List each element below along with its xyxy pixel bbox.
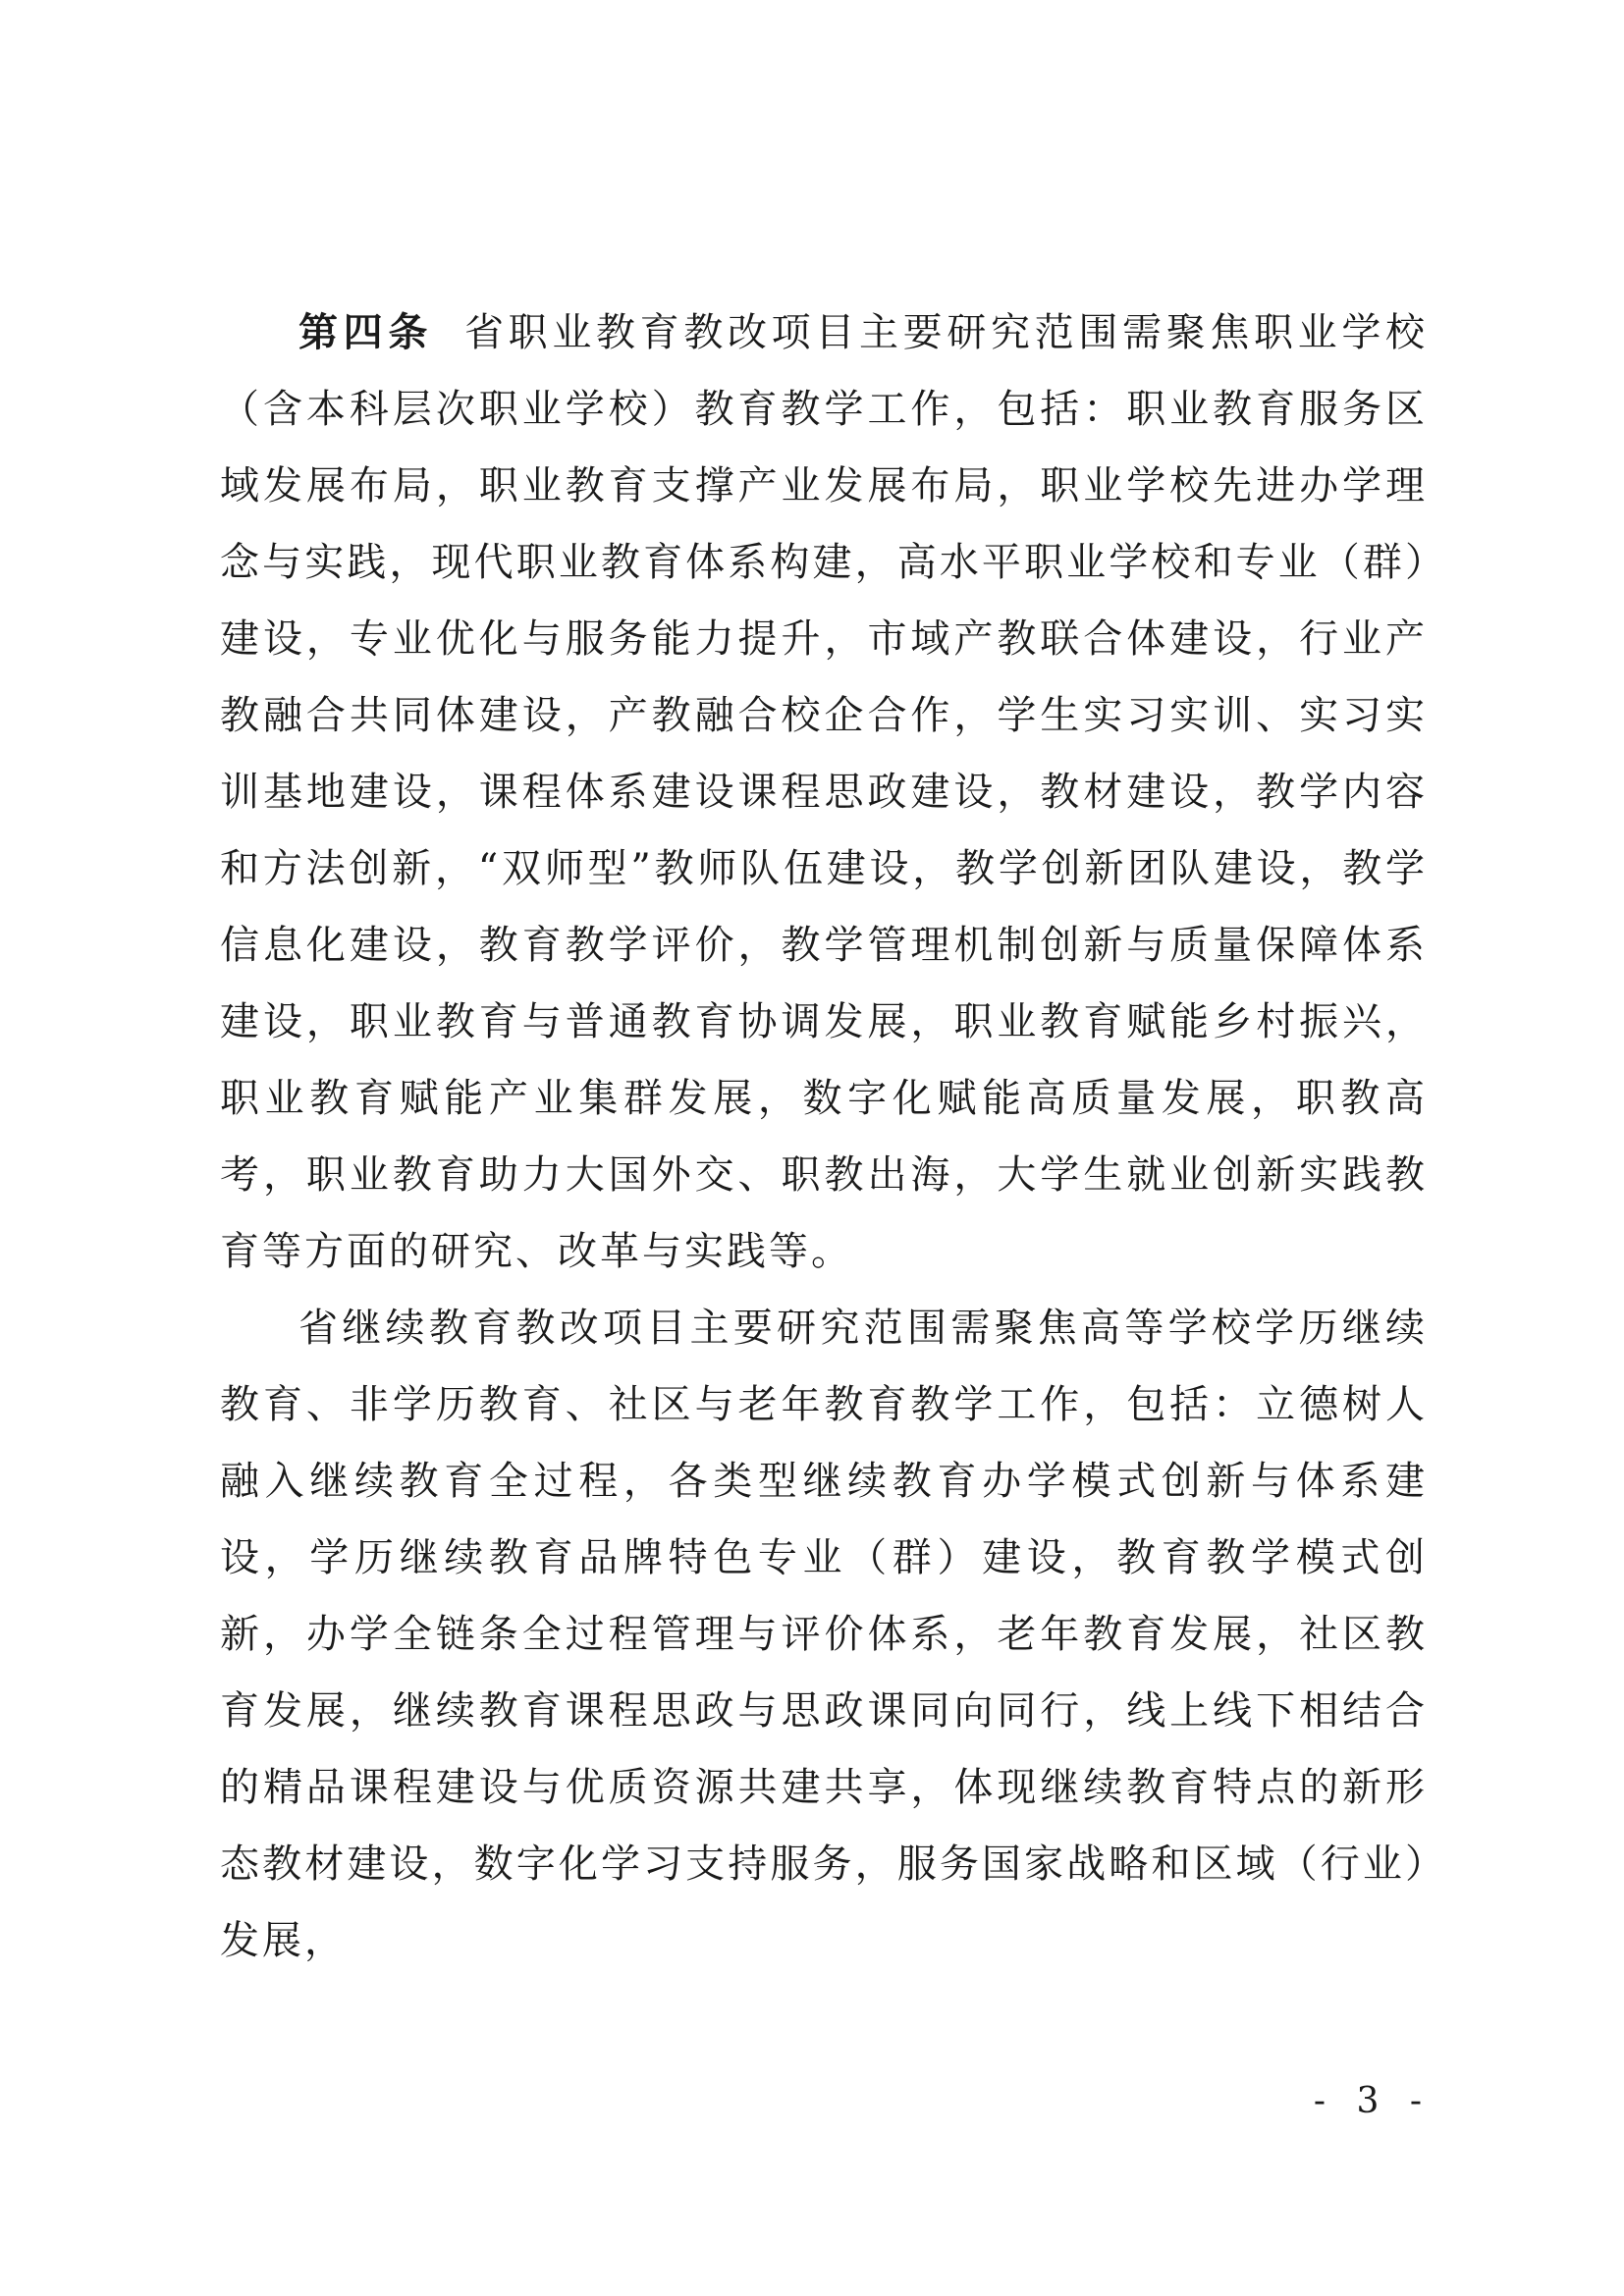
article-heading: 第四条 — [298, 309, 433, 355]
paragraph-continuing-education — [220, 1290, 1428, 1979]
paragraph-text: 省职业教育教改项目主要研究范围需聚焦职业学校（含本科层次职业学校）教育教学工作，包括：职业教育服务区域发展布局，职业教育支撑产业发展布局，职业学校先进办学理念与实践，现代职业教育体系构建，高水平职业学校和专业（群）建设，专业优化与服务能力提升，市域产教联合体建设，行业产教融合共同体建设，产教融合校企合作，学生实习实训、实习实训基地建设，课程体系建设课程思政建设，教材建设，教学内容和方法创新，“双师型”教师队伍建设，教学创新团队建设，教学信息化建设，教育教学评价，教学管理机制创新与质量保障体系建设，职业教育与普通教育协调发展，职业教育赋能乡村振兴，职业教育赋能产业集群发展，数字化赋能高质量发展，职教高考，职业教育助力大国外交、职教出海，大学生就业创新实践教育等方面的研究、改革与实践等。 — [220, 310, 1428, 1274]
paragraph-text: 省继续教育教改项目主要研究范围需聚焦高等学校学历继续教育、非学历教育、社区与老年教育教学工作，包括：立德树人融入继续教育全过程，各类型继续教育办学模式创新与体系建设，学历继续教育品牌特色专业（群）建设，教育教学模式创新，办学全链条全过程管理与评价体系，老年教育发展，社区教育发展，继续教育课程思政与思政课同向同行，线上线下相结合的精品课程建设与优质资源共建共享，体现继续教育特点的新形态教材建设，数字化学习支持服务，服务国家战略和区域（行业）发展， — [220, 1306, 1428, 1963]
page-number: - 3 - — [1313, 2081, 1432, 2121]
document-body — [220, 294, 1428, 1979]
paragraph-article-four — [220, 294, 1428, 1290]
